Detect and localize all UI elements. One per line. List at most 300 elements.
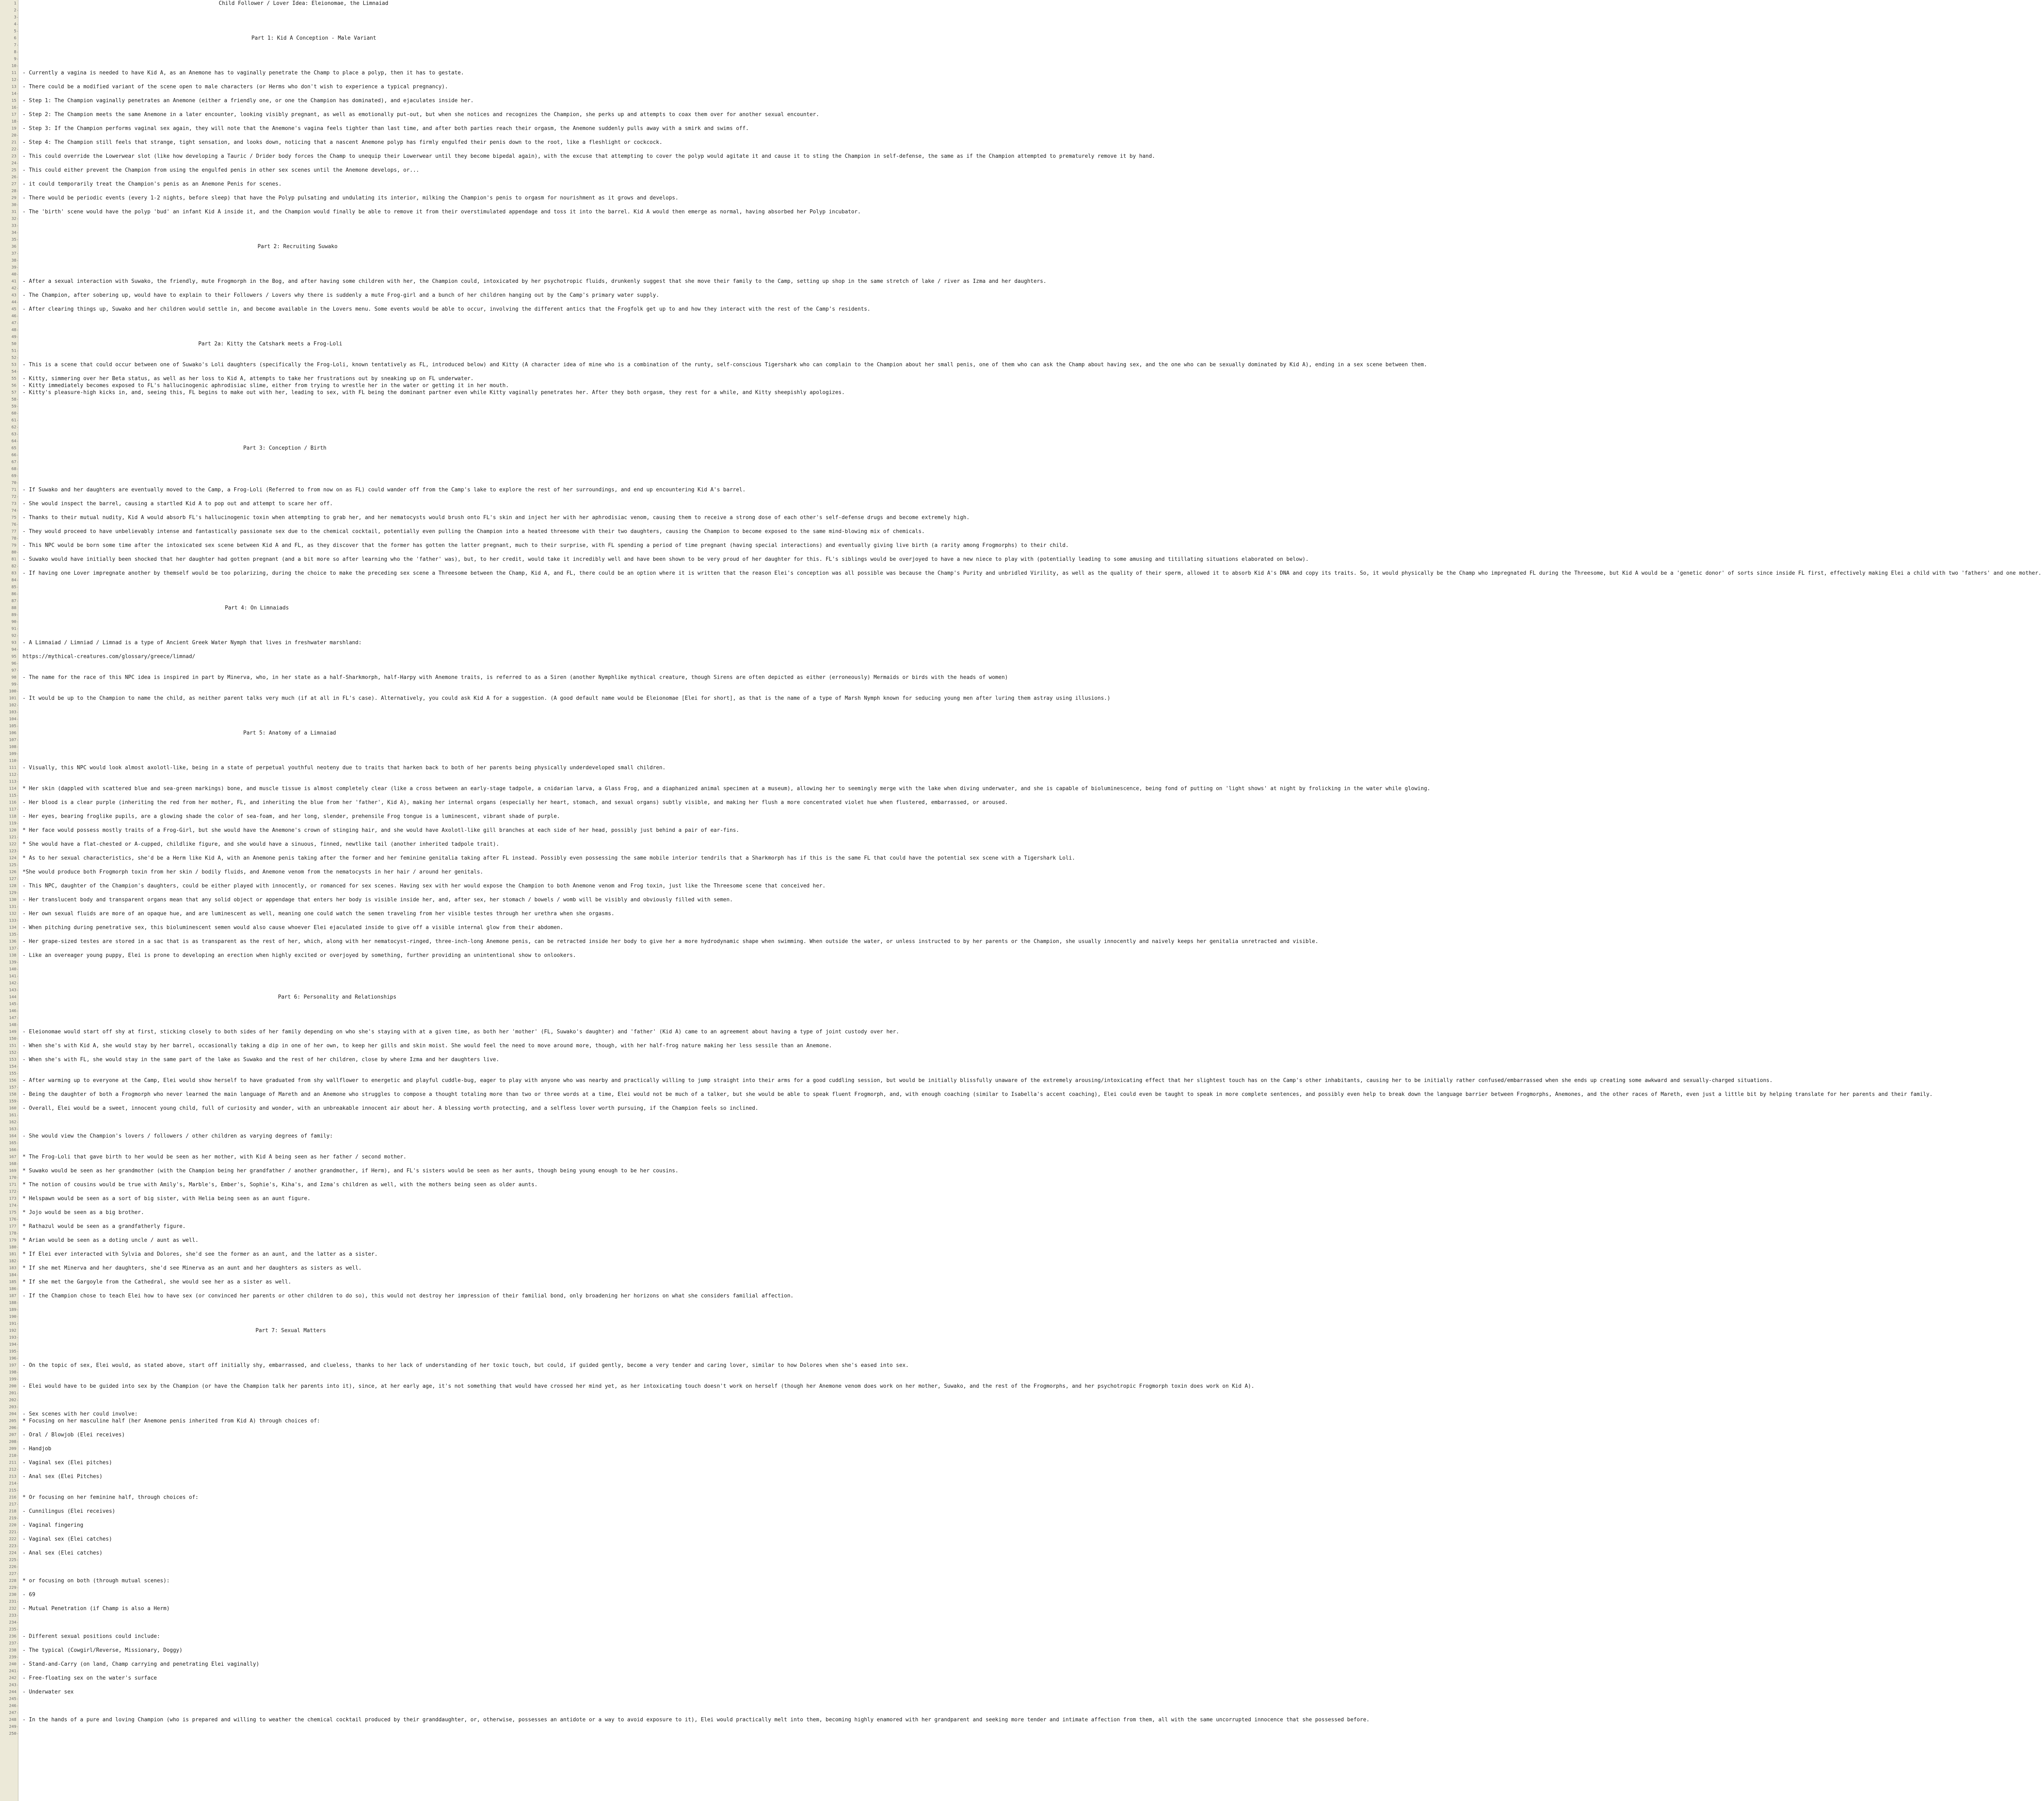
text-line[interactable] xyxy=(22,21,2044,28)
section-heading[interactable]: Part 5: Anatomy of a Limnaiad xyxy=(243,730,336,736)
text-line[interactable]: - Step 3: If the Champion performs vaginal sex again, they will note that the Anemone's vagina feels tighter than last time, and after both parties reach their orgasm, the Anemone suddenly pulls away with a smirk and swims off. xyxy=(22,125,749,132)
text-line[interactable] xyxy=(22,202,2044,208)
text-line[interactable] xyxy=(22,76,2044,83)
text-line[interactable] xyxy=(22,146,2044,153)
text-line[interactable] xyxy=(22,1147,2044,1154)
text-line[interactable]: - Kitty's pleasure-high kicks in, and, seeing this, FL begins to make out with her, leading to sex, with FL being the dominant partner even while Kitty vaginally penetrates her. After they both orgasm, they rest for a while, and Kitty sheepishly apologizes. xyxy=(22,390,845,396)
text-line[interactable] xyxy=(22,889,2044,896)
text-line[interactable]: - Vaginal sex (Elei catches) xyxy=(22,1536,112,1542)
text-line[interactable] xyxy=(22,368,2044,375)
text-line[interactable] xyxy=(22,174,2044,181)
text-line[interactable] xyxy=(22,132,2044,139)
text-line[interactable]: * If she met Minerva and her daughters, she'd see Minerva as an aunt and her daughters as sisters as well. xyxy=(22,1265,362,1271)
text-line[interactable]: - After clearing things up, Suwako and her children would settle in, and become available in the Lovers menu. Some events would be able to occur, involving the different antics that the Frogfolk get up to and how they interact with the rest of the Camp's residents. xyxy=(22,306,871,312)
document-title[interactable]: Child Follower / Lover Idea: Eleionomae, the Limnaiad xyxy=(219,0,388,7)
text-line[interactable]: * Rathazul would be seen as a grandfatherly figure. xyxy=(22,1223,186,1230)
section-heading[interactable]: Part 6: Personality and Relationships xyxy=(278,994,397,1000)
text-line[interactable] xyxy=(22,1730,2044,1737)
text-line[interactable] xyxy=(22,1021,2044,1028)
text-line[interactable]: - If Suwako and her daughters are eventually moved to the Camp, a Frog-Loli (Referred to from now on as FL) could wander off from the Camp's lake to explore the rest of her surroundings, and end up encountering Kid A's barrel. xyxy=(22,487,746,493)
text-line[interactable] xyxy=(22,14,2044,21)
line-number: 202 xyxy=(0,1397,18,1404)
text-line[interactable] xyxy=(22,625,2044,632)
section-heading[interactable]: Part 2a: Kitty the Catshark meets a Frog-Loli xyxy=(198,341,343,347)
text-line[interactable]: - Overall, Elei would be a sweet, innocent young child, full of curiosity and wonder, with an unbreakable innocent air about her. A blessing worth protecting, and a selfless lover worth pursuing, if the Champion feels so inclined. xyxy=(22,1105,759,1111)
text-line[interactable]: - Her blood is a clear purple (inheriting the red from her mother, FL, and inheriting the blue from her 'father', Kid A), making her internal organs (especially her heart, stomach, and sexual organs) subtly visible, and making her flush a more concentrated violet hue when flustered, embarrassed, or aroused. xyxy=(22,800,1008,806)
text-line[interactable]: - Her own sexual fluids are more of an opaque hue, and are luminescent as well, meaning one could watch the semen traveling from her visible testes through her urethra when she orgasms. xyxy=(22,911,614,917)
text-line[interactable] xyxy=(22,1140,2044,1147)
text-line[interactable] xyxy=(22,876,2044,883)
line-number: 119 xyxy=(0,820,18,827)
line-number: 72 xyxy=(0,493,18,500)
text-line[interactable] xyxy=(22,264,2044,271)
text-line[interactable]: *She would produce both Frogmorph toxin from her skin / bodily fluids, and Anemone venom from the nematocysts in her hair / around her genitals. xyxy=(22,869,484,875)
text-line[interactable] xyxy=(22,507,2044,514)
text-line[interactable]: - The typical (Cowgirl/Reverse, Missionary, Doggy) xyxy=(22,1647,183,1653)
text-line[interactable]: - Anal sex (Elei catches) xyxy=(22,1550,103,1556)
text-line[interactable]: * Or focusing on her feminine half, through choices of: xyxy=(22,1494,199,1501)
text-line[interactable] xyxy=(22,618,2044,625)
text-line[interactable] xyxy=(22,1126,2044,1133)
text-line[interactable] xyxy=(22,1244,2044,1251)
text-line[interactable] xyxy=(22,737,2044,744)
text-line[interactable] xyxy=(22,452,2044,459)
text-line[interactable] xyxy=(22,702,2044,709)
line-number: 140 xyxy=(0,966,18,973)
line-number: 185 xyxy=(9,1280,16,1284)
text-line[interactable] xyxy=(22,285,2044,292)
text-line[interactable] xyxy=(22,354,2044,361)
line-number: 210 xyxy=(0,1452,18,1459)
text-line[interactable]: - Vaginal fingering xyxy=(22,1522,83,1528)
text-line[interactable]: * Her face would possess mostly traits of a Frog-Girl, but she would have the Anemone's crown of stinging hair, and she would have Axolotl-like gill branches at each side of her head, possibly just behind a pair of ear-fins. xyxy=(22,827,740,833)
text-line[interactable] xyxy=(22,1425,2044,1431)
text-line[interactable]: - 69 xyxy=(22,1592,36,1598)
text-line[interactable] xyxy=(22,1272,2044,1279)
text-line[interactable]: - It would be up to the Champion to name the child, as neither parent talks very much (if at all in FL's case). Alternatively, you could ask Kid A for a suggestion. (A good default name would be Eleionomae [Elei for short], as that is the name of a type of Marsh Nymph known for seducing young men after luring them astray using illusions.) xyxy=(22,695,1111,701)
text-line[interactable] xyxy=(22,236,2044,243)
text-line[interactable] xyxy=(22,28,2044,35)
section-heading[interactable]: Part 2: Recruiting Suwako xyxy=(258,244,338,250)
text-line[interactable]: - Sex scenes with her could involve: xyxy=(22,1411,138,1417)
text-line[interactable] xyxy=(22,750,2044,757)
text-line[interactable] xyxy=(22,1397,2044,1404)
line-number: 73 xyxy=(11,502,16,506)
line-number: 47 xyxy=(0,320,18,327)
text-line[interactable] xyxy=(22,188,2044,195)
text-line[interactable] xyxy=(22,1612,2044,1619)
line-number: 7 xyxy=(0,42,18,49)
text-line[interactable]: - Oral / Blowjob (Elei receives) xyxy=(22,1432,125,1438)
text-line[interactable] xyxy=(22,612,2044,618)
text-line[interactable] xyxy=(22,1299,2044,1306)
text-line[interactable] xyxy=(22,1112,2044,1119)
text-line[interactable]: - Kitty, simmering over her Beta status, as well as her loss to Kid A, attempts to take her frustrations out by sneaking up on FL underwater. xyxy=(22,376,474,382)
text-line[interactable] xyxy=(22,1709,2044,1716)
text-line[interactable] xyxy=(22,1001,2044,1008)
text-line[interactable]: * or focusing on both (through mutual scenes): xyxy=(22,1578,170,1584)
text-line[interactable] xyxy=(22,1640,2044,1647)
line-number: 55 xyxy=(11,376,16,381)
text-line[interactable]: - After warming up to everyone at the Camp, Elei would show herself to have graduated from shy wallflower to energetic and playful cuddle-bug, eager to play with anyone who was nearby and practically willing to jump straight into their arms for a good cuddling session, but would be initially blissfully unaware of the extremely arousing/intoxicating effect that her slightest touch has on the Camp's other inhabitants, causing her to be initially rather confused/embarrassed when she ends up creating some awkward and sexually-charged situations. xyxy=(22,1077,1773,1084)
text-line[interactable] xyxy=(22,1369,2044,1376)
text-line[interactable] xyxy=(22,250,2044,257)
text-line[interactable] xyxy=(22,980,2044,987)
text-line[interactable] xyxy=(22,1570,2044,1577)
text-line[interactable] xyxy=(22,424,2044,431)
line-number: 5 xyxy=(0,28,18,35)
text-line[interactable] xyxy=(22,320,2044,327)
text-line[interactable]: * Suwako would be seen as her grandmother (with the Champion being her grandfather / another grandmother, if Herm), and FL's sisters would be seen as her aunts, though being young enough to be her cousins. xyxy=(22,1168,679,1174)
section-heading[interactable]: Part 3: Conception / Birth xyxy=(243,445,327,451)
text-line[interactable] xyxy=(22,521,2044,528)
text-line[interactable] xyxy=(22,431,2044,438)
text-line[interactable] xyxy=(22,1334,2044,1341)
text-line[interactable] xyxy=(22,1306,2044,1313)
text-line[interactable] xyxy=(22,667,2044,674)
text-line[interactable]: * The Frog-Loli that gave birth to her would be seen as her mother, with Kid A being seen as her father / second mother. xyxy=(22,1154,407,1160)
text-line[interactable]: - Her translucent body and transparent organs mean that any solid object or appendage that enters her body is visible inside her, and, after sex, her stomach / bowels / womb will be visibly and obviously filled with semen. xyxy=(22,897,733,903)
text-line[interactable] xyxy=(22,632,2044,639)
text-line[interactable] xyxy=(22,1452,2044,1459)
section-heading[interactable]: Part 1: Kid A Conception - Male Variant xyxy=(251,35,377,41)
text-line[interactable] xyxy=(22,479,2044,486)
text-line[interactable] xyxy=(22,347,2044,354)
text-line[interactable] xyxy=(22,493,2044,500)
text-line[interactable] xyxy=(22,1390,2044,1397)
line-number: 153 xyxy=(9,1057,16,1062)
text-line[interactable]: - This could either prevent the Champion from using the engulfed penis in other sex scenes until the Anemone develops, or... xyxy=(22,167,419,173)
text-line[interactable] xyxy=(22,646,2044,653)
text-line[interactable]: - The name for the race of this NPC idea is inspired in part by Minerva, who, in her state as a half-Sharkmorph, half-Harpy with Anemone traits, is referred to as a Siren (another Nymphlike mythical creature, though Sirens are often depicted as either (erroneously) Mermaids or birds with the heads of women) xyxy=(22,674,1008,681)
text-line[interactable]: - This could override the Lowerwear slot (like how developing a Tauric / Drider body forces the Champ to unequip their Lowerwear until they become bipedal again), with the excuse that attempting to cover the polyp would agitate it and cause it to sting the Champion in self-defense, the same as if the Champion attempted to prematurely remove it by hand. xyxy=(22,153,1155,159)
text-line[interactable] xyxy=(22,903,2044,910)
text-line[interactable] xyxy=(22,1035,2044,1042)
text-line[interactable]: - There could be a modified variant of the scene open to male characters (or Herms who don't wish to experience a typical pregnancy). xyxy=(22,84,448,90)
text-line[interactable]: - Step 2: The Champion meets the same Anemone in a later encounter, looking visibly pregnant, as well as emotionally put-out, but when she notices and recognizes the Champion, she perks up and attempts to coax them over for another sexual encounter. xyxy=(22,112,819,118)
text-line[interactable]: * If Elei ever interacted with Sylvia and Dolores, she'd see the former as an aunt, and the latter as a sister. xyxy=(22,1251,378,1257)
text-line[interactable] xyxy=(22,834,2044,841)
text-line[interactable]: * Her skin (dappled with scattered blue and sea-green markings) bone, and muscle tissue is almost completely clear (like a cross between an early-stage tadpole, a cnidarian larva, a Glass Frog, and a diaphanized animal specimen at a museum), allowing her to seemingly merge with the lake when diving underwater, and she is capable of bioluminescence, being fond of putting on 'light shows' at night by frolicking in the water while glowing. xyxy=(22,786,1430,792)
text-line[interactable] xyxy=(22,327,2044,334)
text-line[interactable] xyxy=(22,681,2044,688)
text-line[interactable]: - Stand-and-Carry (on land, Champ carrying and penetrating Elei vaginally) xyxy=(22,1661,260,1667)
text-line[interactable]: - When she's with Kid A, she would stay by her barrel, occasionally taking a dip in one of her own, to keep her gills and skin moist. She would feel the need to move around more, though, with her half-frog nature making her less sessile than an Anemone. xyxy=(22,1043,832,1049)
line-number: 14 xyxy=(0,90,18,97)
text-line[interactable] xyxy=(22,1626,2044,1633)
text-line[interactable] xyxy=(22,792,2044,799)
section-heading[interactable]: Part 4: On Limnaiads xyxy=(225,605,289,611)
text-line[interactable] xyxy=(22,1584,2044,1591)
text-line[interactable]: * She would have a flat-chested or A-cupped, childlike figure, and she would have a sinuous, finned, newtlike tail (another inherited tadpole trait). xyxy=(22,841,500,847)
text-line[interactable] xyxy=(22,1216,2044,1223)
text-line[interactable]: - Elei would have to be guided into sex by the Champion (or have the Champion talk her parents into it), since, at her early age, it's not something that would have crossed her mind yet, as her intoxicating touch doesn't work on herself (though her Anemone venom does work on her mother, Suwako, and the rest of the Frogmorphs, and her psychotropic Frogmorph toxin does work on Kid A). xyxy=(22,1383,1255,1389)
text-line[interactable]: - There would be periodic events (every 1-2 nights, before sleep) that have the Polyp pulsating and undulating its interior, milking the Champion's penis to orgasm for nourishment as it grows and develops. xyxy=(22,195,679,201)
text-line[interactable] xyxy=(22,90,2044,97)
line-number: 104 xyxy=(0,716,18,723)
text-line[interactable]: - Eleionomae would start off shy at first, sticking closely to both sides of her family depending on who she's staying with at a given time, as both her 'mother' (FL, Suwako's daughter) and 'father' (Kid A) came to an agreement about having a type of joint custody over her. xyxy=(22,1029,899,1035)
text-line[interactable]: - Step 4: The Champion still feels that strange, tight sensation, and looks down, noticing that a nascent Anemone polyp has firmly engulfed their penis down to the root, like a fleshlight or cockcock. xyxy=(22,139,663,146)
line-number: 158 xyxy=(9,1092,16,1097)
text-line[interactable] xyxy=(22,1049,2044,1056)
line-number: 2 xyxy=(0,7,18,14)
text-line[interactable] xyxy=(22,1696,2044,1702)
line-number: 94 xyxy=(0,646,18,653)
text-line[interactable]: - Cunnilingus (Elei receives) xyxy=(22,1508,115,1514)
text-line[interactable]: - If having one Lover impregnate another by themself would be too polarizing, during the choice to make the preceding sex scene a Threesome between the Champ, Kid A, and FL, there could be an option where it is written that the reason Elei's conception was all possible was because the Champ's Purity and unbridled Virility, as well as the quality of their sperm, allowed it to absorb Kid A's DNA and copy its traits. So, it would physically be the Champ who impregnated FL during the Threesome, but Kid A would be a 'genetic donor' of sorts since inside FL first, effectively making Elei a child with two 'fathers' and one mother. xyxy=(22,570,2042,576)
text-line[interactable] xyxy=(22,1286,2044,1293)
text-line[interactable] xyxy=(22,299,2044,306)
line-number: 58 xyxy=(0,396,18,403)
text-line[interactable] xyxy=(22,215,2044,222)
line-number: 134 xyxy=(9,925,16,930)
text-line[interactable] xyxy=(22,1015,2044,1021)
text-line[interactable] xyxy=(22,1654,2044,1661)
text-line[interactable]: - If the Champion chose to teach Elei how to have sex (or convinced her parents or other children to do so), this would not destroy her impression of their familial bond, only broadening her horizons on what she considers familial affection. xyxy=(22,1293,794,1299)
text-line[interactable] xyxy=(22,1202,2044,1209)
text-line[interactable] xyxy=(22,49,2044,56)
text-line[interactable]: * Helspawn would be seen as a sort of big sister, with Helia being seen as an aunt figure. xyxy=(22,1196,311,1202)
text-line[interactable]: - Handjob xyxy=(22,1446,52,1452)
text-line[interactable] xyxy=(22,56,2044,63)
line-number: 101 xyxy=(9,696,16,701)
text-line[interactable] xyxy=(22,1702,2044,1709)
text-line[interactable]: - The Champion, after sobering up, would have to explain to their Followers / Lovers why there is suddenly a mute Frog-girl and a bunch of her children hanging out by the Camp's primary water supply. xyxy=(22,292,659,298)
text-line[interactable] xyxy=(22,1188,2044,1195)
text-line[interactable] xyxy=(22,459,2044,466)
line-number: 30 xyxy=(0,202,18,208)
text-line[interactable] xyxy=(22,1543,2044,1550)
text-line[interactable] xyxy=(22,1098,2044,1105)
line-number: 182 xyxy=(0,1258,18,1265)
text-line[interactable]: - Her eyes, bearing froglike pupils, are a glowing shade the color of sea-foam, and her long, slender, prehensile Frog tongue is a luminescent, vibrant shade of purple. xyxy=(22,813,560,820)
text-line[interactable] xyxy=(22,1348,2044,1355)
line-number: 234 xyxy=(0,1619,18,1626)
line-number: 48 xyxy=(0,327,18,334)
text-line[interactable] xyxy=(22,1313,2044,1320)
section-heading[interactable]: Part 7: Sexual Matters xyxy=(256,1328,326,1334)
text-line[interactable]: * Focusing on her masculine half (her Anemone penis inherited from Kid A) through choices of: xyxy=(22,1418,320,1424)
text-line[interactable] xyxy=(22,1501,2044,1508)
text-line[interactable] xyxy=(22,257,2044,264)
line-number: 194 xyxy=(0,1341,18,1348)
text-line[interactable] xyxy=(22,229,2044,236)
text-line[interactable] xyxy=(22,1723,2044,1730)
text-line[interactable]: - Underwater sex xyxy=(22,1689,74,1695)
text-line[interactable] xyxy=(22,1564,2044,1570)
text-line[interactable] xyxy=(22,917,2044,924)
text-line[interactable]: - it could temporarily treat the Champion's penis as an Anemone Penis for scenes. xyxy=(22,181,282,187)
text-line[interactable]: - After a sexual interaction with Suwako, the friendly, mute Frogmorph in the Bog, and after having some children with her, the Champion could, intoxicated by her psychotropic fluids, drunkenly suggest that she move their family to the Camp, setting up shop in the same stretch of lake / river as Izma and her daughters. xyxy=(22,278,1047,284)
text-line[interactable] xyxy=(22,1438,2044,1445)
line-number: 244 xyxy=(9,1690,16,1694)
text-line[interactable] xyxy=(22,410,2044,417)
text-line[interactable] xyxy=(22,222,2044,229)
text-line[interactable] xyxy=(22,1160,2044,1167)
text-line[interactable] xyxy=(22,1515,2044,1522)
text-line[interactable] xyxy=(22,1466,2044,1473)
text-line[interactable] xyxy=(22,63,2044,69)
text-line[interactable] xyxy=(22,1668,2044,1675)
text-line[interactable]: - Thanks to their mutual nudity, Kid A would absorb FL's hallucinogenic toxin when attempting to grab her, and her nematocysts would brush onto FL's skin and inject her with her aphrodisiac venom, causing them to receive a strong dose of each other's self-defense drugs and become extremely high. xyxy=(22,515,970,521)
text-line[interactable] xyxy=(22,660,2044,667)
line-number: 133 xyxy=(0,917,18,924)
line-number: 144 xyxy=(9,995,16,999)
text-line[interactable] xyxy=(22,396,2044,403)
text-line[interactable] xyxy=(22,1480,2044,1487)
line-number: 53 xyxy=(11,363,16,367)
text-line[interactable] xyxy=(22,688,2044,695)
text-line[interactable]: - This NPC would be born some time after the intoxicated sex scene between Kid A and FL, as they discover that the former has gotten the latter pregnant, much to their surprise, with FL spending a period of time pregnant (having special interactions) and eventually giving live birth (a rarity among Frogmorphs) to their child. xyxy=(22,542,1069,549)
text-line[interactable]: - Her grape-sized testes are stored in a sac that is as transparent as the rest of her, which, along with her nematocyst-ringed, three-inch-long Anemone penis, can be retracted inside her body to give her a more hydrodynamic shape when swimming. When outside the water, or unless instructed to by her parents or the Champion, she usually innocently and naively keeps her genitalia unretracted and visible. xyxy=(22,939,1318,945)
text-line[interactable] xyxy=(22,1174,2044,1181)
text-line[interactable] xyxy=(22,1070,2044,1077)
text-line[interactable] xyxy=(22,862,2044,869)
text-line[interactable] xyxy=(22,563,2044,570)
text-line[interactable] xyxy=(22,591,2044,598)
text-line[interactable]: - She would inspect the barrel, causing a startled Kid A to pop out and attempt to scare her off. xyxy=(22,501,333,507)
text-line[interactable] xyxy=(22,1619,2044,1626)
text-line[interactable] xyxy=(22,1355,2044,1362)
text-line[interactable] xyxy=(22,1063,2044,1070)
text-line[interactable]: - Mutual Penetration (if Champ is also a Herm) xyxy=(22,1606,170,1612)
text-line[interactable] xyxy=(22,271,2044,278)
line-number: 183 xyxy=(9,1266,16,1270)
line-number: 34 xyxy=(0,229,18,236)
text-line[interactable] xyxy=(22,403,2044,410)
text-line[interactable] xyxy=(22,1320,2044,1327)
line-number: 172 xyxy=(0,1188,18,1195)
text-line[interactable] xyxy=(22,723,2044,730)
text-line[interactable] xyxy=(22,1682,2044,1689)
document-text-area[interactable] xyxy=(18,0,2044,1801)
text-line[interactable] xyxy=(22,549,2044,556)
text-line[interactable] xyxy=(22,778,2044,785)
text-line[interactable] xyxy=(22,744,2044,750)
line-number: 206 xyxy=(0,1425,18,1431)
text-line[interactable] xyxy=(22,1258,2044,1265)
text-line[interactable]: * The notion of cousins would be true with Amily's, Marble's, Ember's, Sophie's, Kiha's, and Izma's children as well, with the mothers being seen as older aunts. xyxy=(22,1182,538,1188)
line-number: 219 xyxy=(0,1515,18,1522)
text-line[interactable] xyxy=(22,806,2044,813)
line-number: 138 xyxy=(9,953,16,958)
text-line[interactable]: - Being the daughter of both a Frogmorph who never learned the main language of Mareth and an Anemone who struggles to compose a thought totaling more than two or three words at a time, Elei would not be much of a talker, but she would be able to speak fluent Frogmorph, and, with enough coaching (similar to Isabella's accent coaching), Elei could even be taught to speak in more complete sentences, and possibly even help to break down the language barrier between Frogmorphs, Anemones, and the other races of Mareth, even just a little bit by helping translate for her parents and their family. xyxy=(22,1091,1933,1098)
text-line[interactable] xyxy=(22,1376,2044,1383)
text-line[interactable]: - She would view the Champion's lovers / followers / other children as varying degrees of family: xyxy=(22,1133,333,1139)
line-number: 40 xyxy=(0,271,18,278)
text-line[interactable]: - Like an overeager young puppy, Elei is prone to developing an erection when highly excited or overjoyed by something, further providing an unintentional show to onlookers. xyxy=(22,952,576,959)
text-line[interactable] xyxy=(22,771,2044,778)
text-line[interactable] xyxy=(22,1230,2044,1237)
text-line[interactable] xyxy=(22,438,2044,445)
text-line[interactable]: - When she's with FL, she would stay in the same part of the lake as Suwako and the rest of her children, close by where Izma and her daughters live. xyxy=(22,1057,500,1063)
text-line[interactable]: * Jojo would be seen as a big brother. xyxy=(22,1210,144,1216)
text-line[interactable] xyxy=(22,1341,2044,1348)
text-line[interactable]: - Kitty immediately becomes exposed to FL's hallucinogenic aphrodisiac slime, either from trying to wrestle her in the water or getting it in her mouth. xyxy=(22,383,509,389)
text-line[interactable] xyxy=(22,716,2044,723)
text-line[interactable]: https://mythical-creatures.com/glossary/greece/limnad/ xyxy=(22,654,195,660)
text-line[interactable]: - When pitching during penetrative sex, this bioluminescent semen would also cause whoever Elei ejaculated inside to give off a visible internal glow from their abdomen. xyxy=(22,925,563,931)
text-line[interactable] xyxy=(22,757,2044,764)
line-number: 240 xyxy=(9,1662,16,1667)
text-line[interactable] xyxy=(22,1598,2044,1605)
text-line[interactable] xyxy=(22,584,2044,591)
text-line[interactable] xyxy=(22,1119,2044,1126)
text-line[interactable] xyxy=(22,1084,2044,1091)
text-line[interactable]: - Suwako would have initially been shocked that her daughter had gotten pregnant (and a bit more so after learning who the 'father' was), but, to her credit, would take it incredibly well and have been shown to be very proud of her daughter for this. FL's siblings would be overjoyed to have a new niece to play with (potentially leading to some amusing and titillating situations elaborated on below). xyxy=(22,556,1309,562)
text-line[interactable] xyxy=(22,945,2044,952)
text-line[interactable]: * Arian would be seen as a doting uncle / aunt as well. xyxy=(22,1237,199,1243)
text-line[interactable] xyxy=(22,848,2044,855)
text-line[interactable]: - A Limnaiad / Limniad / Limnad is a type of Ancient Greek Water Nymph that lives in freshwater marshland: xyxy=(22,640,362,646)
text-line[interactable]: - Visually, this NPC would look almost axolotl-like, being in a state of perpetual youthful neoteny due to traits that harken back to both of her parents being physically underdeveloped small children. xyxy=(22,765,666,771)
text-line[interactable]: - Anal sex (Elei Pitches) xyxy=(22,1474,103,1480)
line-number: 16 xyxy=(0,104,18,111)
text-line[interactable]: - In the hands of a pure and loving Champion (who is prepared and willing to weather the chemical cocktail produced by their granddaughter, or, otherwise, possesses an antidote or a way to avoid exposure to it), Elei would practically melt into them, becoming highly enamored with her grandparent and seeking more tender and intimate affection from them, all with the same uncorrupted innocence that she possessed before. xyxy=(22,1717,1370,1723)
text-line[interactable]: - Currently a vagina is needed to have Kid A, as an Anemone has to vaginally penetrate the Champ to place a polyp, then it has to gestate. xyxy=(22,70,464,76)
text-line[interactable]: * As to her sexual characteristics, she'd be a Herm like Kid A, with an Anemone penis taking after the former and her feminine genitalia taking after FL instead. Possibly even possessing the same mobile interior tendrils that a Sharkmorph has if this is the same FL that could have the potential sex scene with a Tigershark Loli. xyxy=(22,855,1075,861)
line-number: 111 xyxy=(9,766,16,770)
line-number: 52 xyxy=(0,354,18,361)
line-number: 96 xyxy=(0,660,18,667)
line-number: 83 xyxy=(11,571,16,576)
text-line[interactable]: - Free-floating sex on the water's surface xyxy=(22,1675,157,1681)
text-line[interactable] xyxy=(22,118,2044,125)
text-line[interactable] xyxy=(22,473,2044,479)
text-line[interactable] xyxy=(22,966,2044,973)
text-line[interactable] xyxy=(22,1008,2044,1015)
text-line[interactable] xyxy=(22,987,2044,994)
text-line[interactable] xyxy=(22,7,2044,14)
line-number: 88 xyxy=(11,606,16,610)
line-number: 131 xyxy=(0,903,18,910)
text-line[interactable] xyxy=(22,160,2044,167)
text-line[interactable] xyxy=(22,417,2044,424)
text-line[interactable] xyxy=(22,42,2044,49)
text-line[interactable]: - Different sexual positions could include: xyxy=(22,1633,160,1640)
text-line[interactable]: - On the topic of sex, Elei would, as stated above, start off initially shy, embarrassed, and clueless, thanks to her lack of understanding of her toxic touch, but could, if guided gently, become a very tender and caring lover, similar to how Dolores when she's eased into sex. xyxy=(22,1362,909,1369)
text-line[interactable] xyxy=(22,973,2044,980)
text-line[interactable]: * If she met the Gargoyle from the Cathedral, she would see her as a sister as well. xyxy=(22,1279,291,1285)
line-number: 102 xyxy=(0,702,18,709)
text-line[interactable] xyxy=(22,709,2044,716)
text-line[interactable] xyxy=(22,1557,2044,1564)
text-line[interactable] xyxy=(22,104,2044,111)
text-line[interactable] xyxy=(22,1529,2044,1536)
text-line[interactable] xyxy=(22,959,2044,966)
text-line[interactable] xyxy=(22,1404,2044,1411)
text-line[interactable] xyxy=(22,931,2044,938)
text-line[interactable]: - This NPC, daughter of the Champion's daughters, could be either played with innocently, or romanced for sex scenes. Having sex with her would expose the Champion to both Anemone venom and Frog toxin, just like the Threesome scene that conceived her. xyxy=(22,883,826,889)
line-number: 57 xyxy=(11,390,16,395)
text-line[interactable]: - Step 1: The Champion vaginally penetrates an Anemone (either a friendly one, or one the Champion has dominated), and ejaculates inside her. xyxy=(22,98,474,104)
text-line[interactable] xyxy=(22,535,2044,542)
text-line[interactable]: - This is a scene that could occur between one of Suwako's Loli daughters (specifically the Frog-Loli, known tentatively as FL, introduced below) and Kitty (A character idea of mine who is a combination of the runty, self-conscious Tigershark who can complain to the Champion about her small penis, one of them who can ask the Champ about having sex, and the one who can be sexually dominated by Kid A), ending in a sex scene between them. xyxy=(22,362,1427,368)
text-line[interactable]: - They would proceed to have unbelievably intense and fantastically passionate sex due to the chemical cocktail, potentially even pulling the Champion into a heated threesome with their two daughters, causing the Champion to become exposed to the same mind-blowing mix of chemicals. xyxy=(22,529,925,535)
text-line[interactable]: - Vaginal sex (Elei pitches) xyxy=(22,1460,112,1466)
line-number: 125 xyxy=(0,862,18,869)
text-line[interactable] xyxy=(22,334,2044,340)
text-line[interactable] xyxy=(22,598,2044,605)
text-line[interactable] xyxy=(22,577,2044,584)
text-line[interactable] xyxy=(22,820,2044,827)
text-line[interactable] xyxy=(22,313,2044,320)
line-number: 175 xyxy=(9,1210,16,1215)
text-line[interactable] xyxy=(22,1487,2044,1494)
line-number: 32 xyxy=(0,215,18,222)
text-line[interactable]: - The 'birth' scene would have the polyp 'bud' an infant Kid A inside it, and the Champion would finally be able to remove it from their overstimulated appendage and toss it into the barrel. Kid A would then emerge as normal, having absorbed her Polyp incubator. xyxy=(22,209,861,215)
text-line[interactable] xyxy=(22,466,2044,473)
